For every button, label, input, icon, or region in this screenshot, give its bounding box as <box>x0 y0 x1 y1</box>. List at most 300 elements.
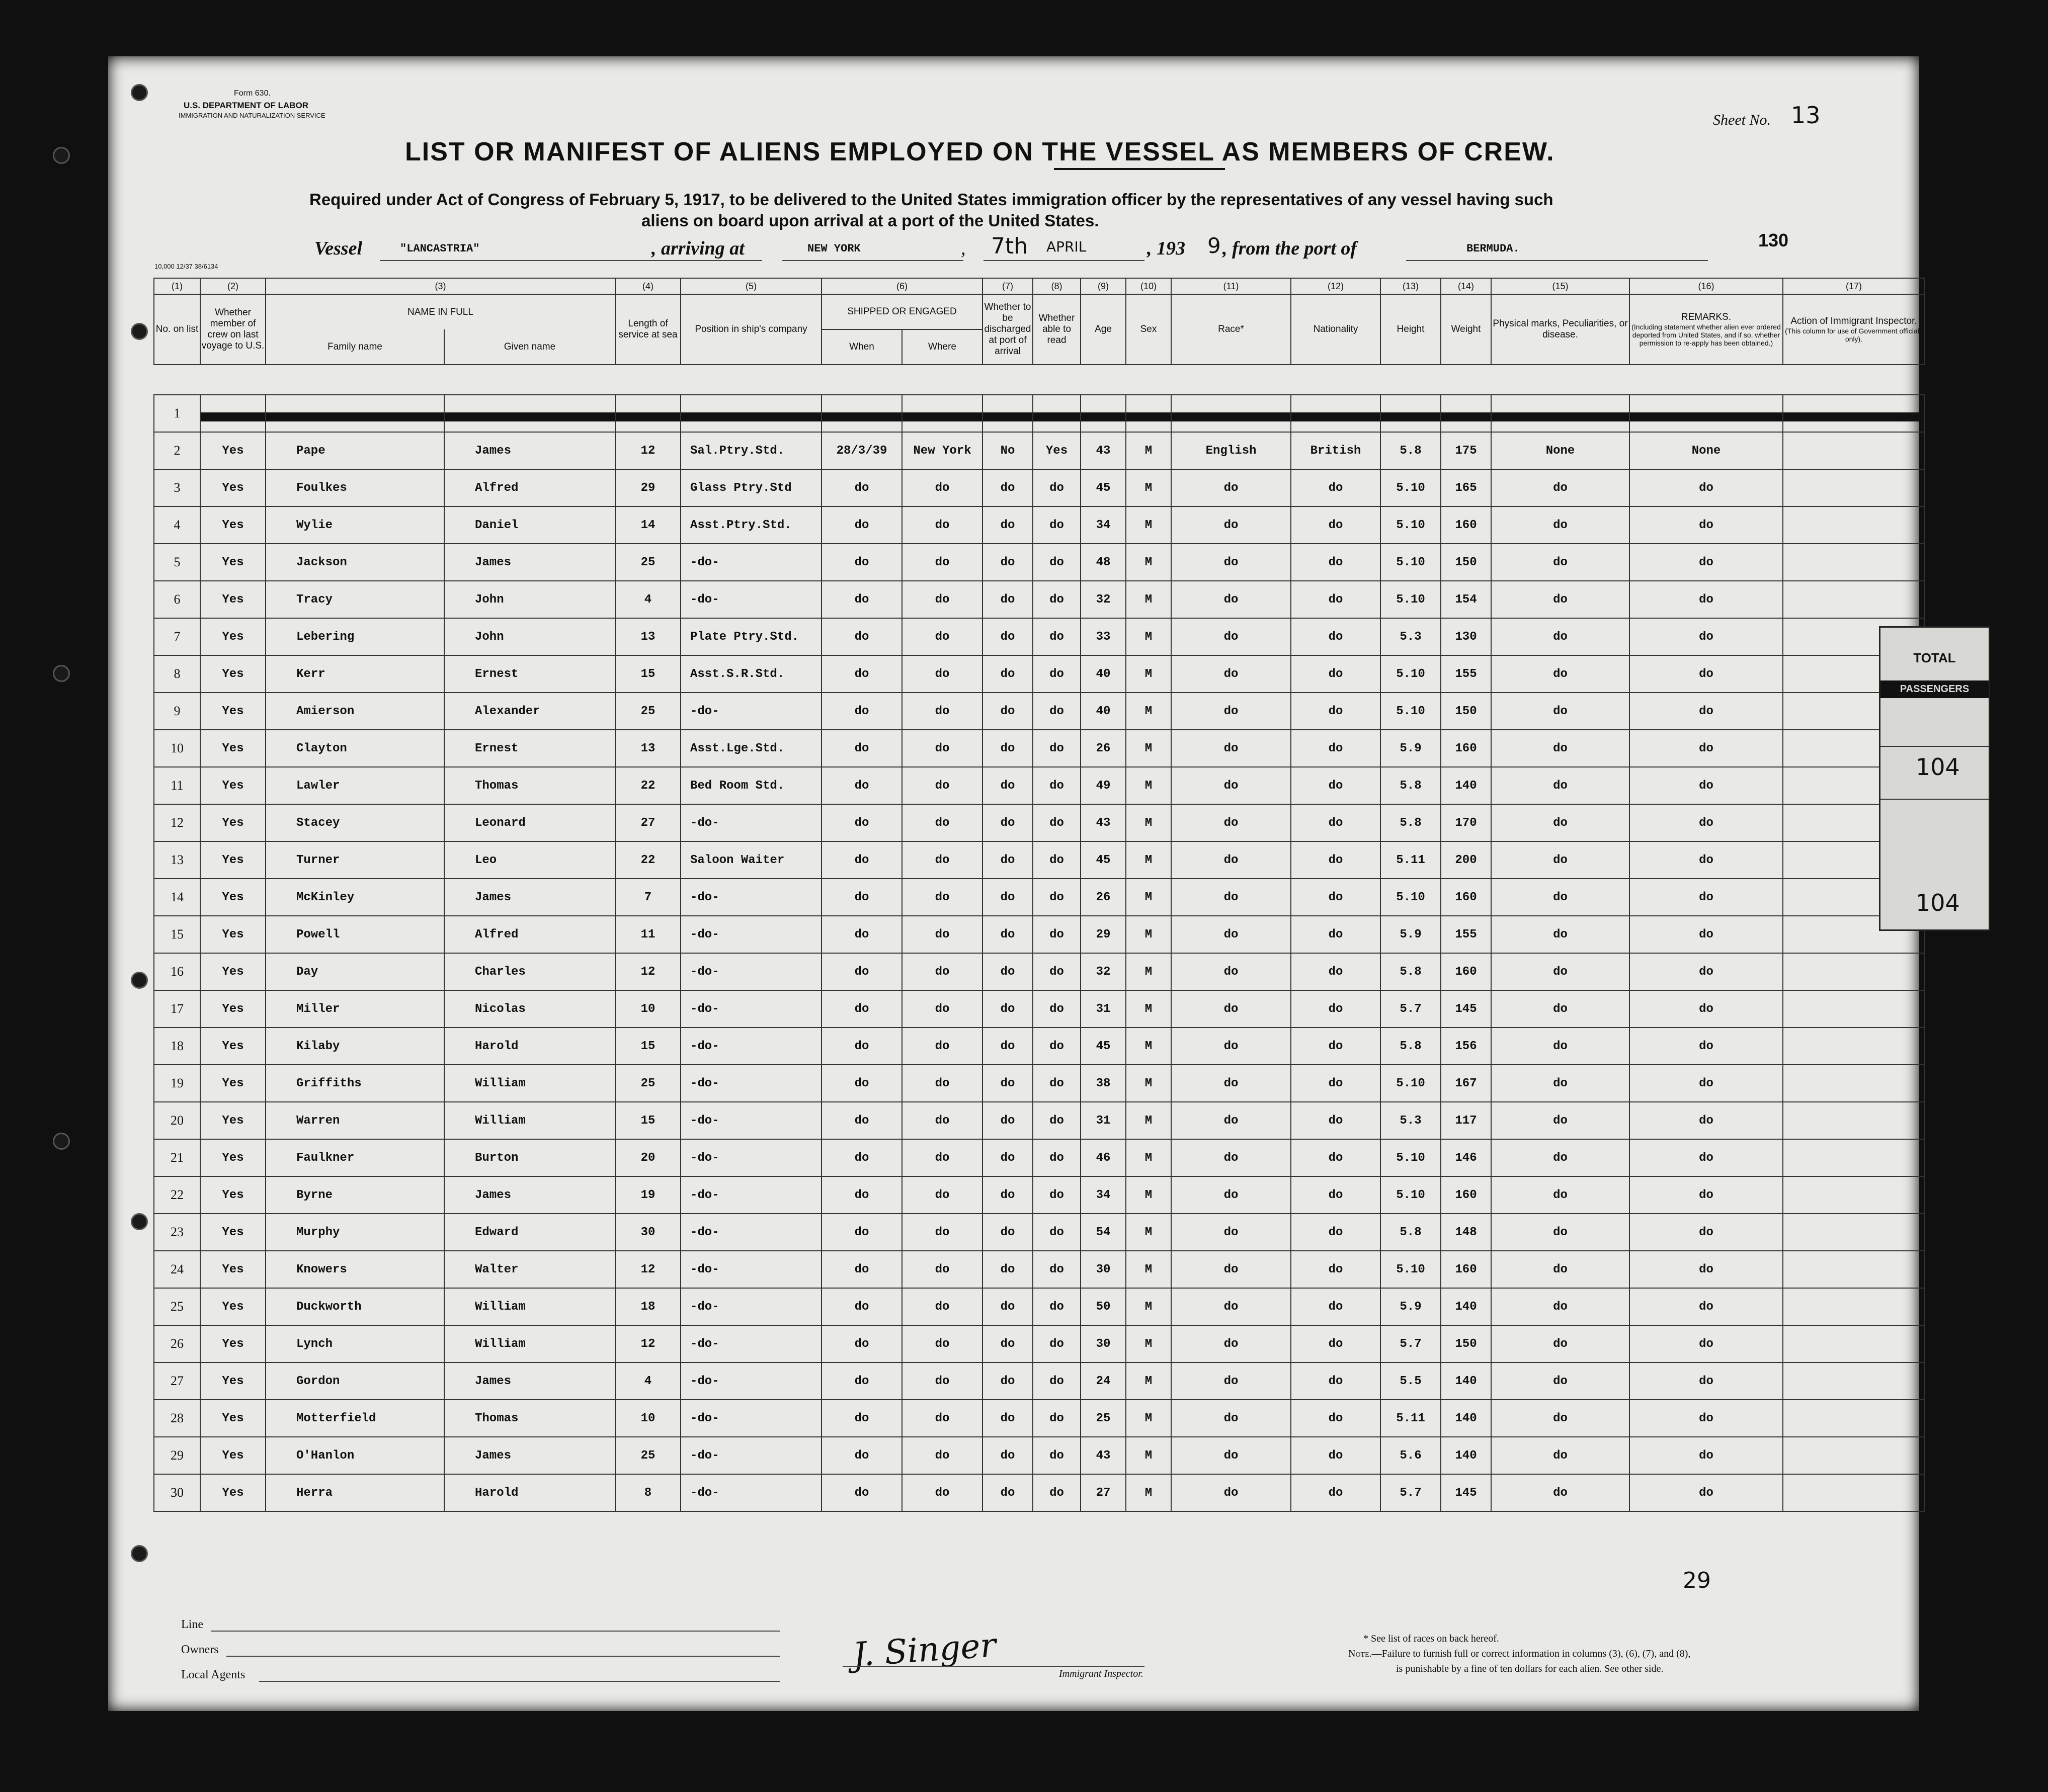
col-num: (5) <box>681 278 822 294</box>
row-number: 10 <box>154 730 200 767</box>
nationality-cell: do <box>1291 469 1380 506</box>
read-cell: do <box>1033 1102 1081 1139</box>
remarks-cell: do <box>1629 1139 1783 1176</box>
remarks-cell: do <box>1629 767 1783 804</box>
weight-cell: 155 <box>1441 916 1491 953</box>
read-cell: do <box>1033 1362 1081 1400</box>
strike-through-mark <box>266 412 444 421</box>
when-cell: do <box>822 767 902 804</box>
weight-cell: 155 <box>1441 655 1491 693</box>
height-cell: 5.6 <box>1380 1437 1441 1474</box>
position-cell: -do- <box>681 1028 822 1065</box>
row-number: 5 <box>154 544 200 581</box>
strike-through-mark <box>445 412 615 421</box>
read-cell: do <box>1033 506 1081 544</box>
family-name-cell: Lawler <box>266 767 444 804</box>
when-cell: do <box>822 953 902 990</box>
position-cell: -do- <box>681 1139 822 1176</box>
sex-cell: M <box>1126 841 1171 879</box>
service-cell: 27 <box>615 804 681 841</box>
physical-cell: do <box>1491 730 1629 767</box>
discharged-cell: do <box>982 730 1033 767</box>
when-cell: do <box>822 1437 902 1474</box>
when-cell: do <box>822 1362 902 1400</box>
family-name-cell: Foulkes <box>266 469 444 506</box>
remarks-cell: do <box>1629 469 1783 506</box>
family-name-cell: Miller <box>266 990 444 1028</box>
age-cell: 54 <box>1081 1214 1126 1251</box>
family-name-cell: Powell <box>266 916 444 953</box>
table-row <box>154 1362 1925 1400</box>
table-row <box>154 1251 1925 1288</box>
races-note: * See list of races on back hereof. <box>1363 1633 1499 1644</box>
when-cell: do <box>822 1474 902 1511</box>
when-cell: do <box>822 1325 902 1362</box>
row-number: 17 <box>154 990 200 1028</box>
sex-cell: M <box>1126 693 1171 730</box>
local-agents-label: Local Agents <box>181 1668 245 1681</box>
position-cell: -do- <box>681 1214 822 1251</box>
col-num: (14) <box>1441 278 1491 294</box>
when-cell: do <box>822 581 902 618</box>
tag-value-2: 104 <box>1916 889 1960 916</box>
col-num: (17) <box>1783 278 1925 294</box>
header-shipped-engaged: SHIPPED OR ENGAGED <box>822 294 982 329</box>
service-cell: 10 <box>615 990 681 1028</box>
age-cell: 31 <box>1081 1102 1126 1139</box>
service-cell: 22 <box>615 841 681 879</box>
nationality-cell: do <box>1291 1288 1380 1325</box>
punch-hole <box>131 1545 148 1562</box>
where-cell: do <box>902 544 982 581</box>
discharged-cell: do <box>982 1474 1033 1511</box>
table-header <box>154 278 1925 365</box>
discharged-cell: do <box>982 1139 1033 1176</box>
sex-cell: M <box>1126 1028 1171 1065</box>
row-number: 20 <box>154 1102 200 1139</box>
race-cell: do <box>1171 1437 1291 1474</box>
weight-cell: 130 <box>1441 618 1491 655</box>
member-cell: Yes <box>200 1251 266 1288</box>
race-cell: do <box>1171 1400 1291 1437</box>
age-cell: 27 <box>1081 1474 1126 1511</box>
service-cell: 25 <box>615 1065 681 1102</box>
read-cell: do <box>1033 469 1081 506</box>
sex-cell: M <box>1126 544 1171 581</box>
where-cell: do <box>902 1400 982 1437</box>
given-name-cell: James <box>444 1437 615 1474</box>
where-cell: New York <box>902 432 982 469</box>
service-cell: 11 <box>615 916 681 953</box>
remarks-cell: do <box>1629 1325 1783 1362</box>
when-cell: do <box>822 841 902 879</box>
race-cell: do <box>1171 1176 1291 1214</box>
read-cell: do <box>1033 1474 1081 1511</box>
physical-cell: do <box>1491 1139 1629 1176</box>
sex-cell: M <box>1126 916 1171 953</box>
where-cell: do <box>902 879 982 916</box>
age-cell: 32 <box>1081 581 1126 618</box>
where-cell: do <box>902 767 982 804</box>
physical-cell: do <box>1491 1176 1629 1214</box>
position-cell: -do- <box>681 804 822 841</box>
physical-cell: do <box>1491 1102 1629 1139</box>
position-cell: -do- <box>681 544 822 581</box>
given-name-cell: Edward <box>444 1214 615 1251</box>
when-cell: do <box>822 1288 902 1325</box>
nationality-cell: do <box>1291 730 1380 767</box>
weight-cell: 140 <box>1441 1288 1491 1325</box>
physical-cell: do <box>1491 1325 1629 1362</box>
service-cell: 7 <box>615 879 681 916</box>
strike-through-mark <box>1081 412 1125 421</box>
family-name-cell: Kilaby <box>266 1028 444 1065</box>
crew-manifest-table <box>153 278 1925 1552</box>
table-row <box>154 1325 1925 1362</box>
sex-cell: M <box>1126 581 1171 618</box>
read-cell: do <box>1033 879 1081 916</box>
note-line-1 <box>1348 1648 1690 1660</box>
height-cell: 5.3 <box>1380 1102 1441 1139</box>
nationality-cell: do <box>1291 1176 1380 1214</box>
action-cell <box>1783 1362 1925 1400</box>
header-remarks <box>1629 294 1783 365</box>
given-name-cell: James <box>444 1176 615 1214</box>
member-cell: Yes <box>200 1437 266 1474</box>
header-discharged: Whether to be discharged at port of arrival <box>982 294 1033 365</box>
physical-cell: do <box>1491 469 1629 506</box>
position-cell: -do- <box>681 1065 822 1102</box>
discharged-cell: do <box>982 1362 1033 1400</box>
remarks-cell: None <box>1629 432 1783 469</box>
where-cell: do <box>902 1437 982 1474</box>
position-cell: -do- <box>681 916 822 953</box>
age-cell: 45 <box>1081 1028 1126 1065</box>
sex-cell: M <box>1126 1325 1171 1362</box>
sex-cell: M <box>1126 1437 1171 1474</box>
physical-cell: do <box>1491 879 1629 916</box>
age-cell: 24 <box>1081 1362 1126 1400</box>
title-underline <box>1054 168 1225 170</box>
given-name-cell: James <box>444 1362 615 1400</box>
header-action <box>1783 294 1925 365</box>
service-cell: 25 <box>615 1437 681 1474</box>
race-cell: do <box>1171 1251 1291 1288</box>
read-cell: do <box>1033 841 1081 879</box>
row-number: 9 <box>154 693 200 730</box>
age-cell: 50 <box>1081 1288 1126 1325</box>
read-cell: do <box>1033 544 1081 581</box>
weight-cell: 140 <box>1441 1437 1491 1474</box>
sex-cell: M <box>1126 1065 1171 1102</box>
member-cell: Yes <box>200 432 266 469</box>
when-cell: do <box>822 916 902 953</box>
punch-hole <box>53 147 70 164</box>
age-cell: 48 <box>1081 544 1126 581</box>
when-cell: do <box>822 618 902 655</box>
header-position: Position in ship's company <box>681 294 822 365</box>
physical-cell: do <box>1491 1437 1629 1474</box>
remarks-cell: do <box>1629 618 1783 655</box>
family-name-cell: Kerr <box>266 655 444 693</box>
remarks-cell: do <box>1629 953 1783 990</box>
strike-through-mark <box>1492 412 1629 421</box>
race-cell: do <box>1171 1028 1291 1065</box>
action-cell <box>1783 432 1925 469</box>
height-cell: 5.9 <box>1380 730 1441 767</box>
race-cell: do <box>1171 1065 1291 1102</box>
member-cell: Yes <box>200 655 266 693</box>
table-row <box>154 1102 1925 1139</box>
where-cell: do <box>902 655 982 693</box>
sex-cell: M <box>1126 655 1171 693</box>
discharged-cell: do <box>982 1437 1033 1474</box>
page-title: LIST OR MANIFEST OF ALIENS EMPLOYED ON THE VESSEL AS MEMBERS OF CREW. <box>405 137 1555 166</box>
discharged-cell: do <box>982 1176 1033 1214</box>
table-row <box>154 432 1925 469</box>
inspector-signature: J. Singer <box>851 1626 998 1674</box>
where-cell: do <box>902 1474 982 1511</box>
family-name-cell: Motterfield <box>266 1400 444 1437</box>
service-cell: 20 <box>615 1139 681 1176</box>
punch-hole <box>53 665 70 682</box>
position-cell: Asst.Lge.Std. <box>681 730 822 767</box>
age-cell: 33 <box>1081 618 1126 655</box>
race-cell: do <box>1171 1102 1291 1139</box>
service-cell: 12 <box>615 953 681 990</box>
member-cell: Yes <box>200 693 266 730</box>
header-given-name: Given name <box>444 329 615 365</box>
action-note: (This column for use of Government officials only). <box>1785 327 1923 343</box>
height-cell: 5.8 <box>1380 767 1441 804</box>
remarks-cell: do <box>1629 1028 1783 1065</box>
header-nationality: Nationality <box>1291 294 1380 365</box>
read-cell: do <box>1033 1214 1081 1251</box>
remarks-cell: do <box>1629 655 1783 693</box>
col-num: (6) <box>822 278 982 294</box>
service-cell <box>615 395 681 432</box>
family-name-cell: O'Hanlon <box>266 1437 444 1474</box>
height-cell: 5.10 <box>1380 655 1441 693</box>
header-no-on-list: No. on list <box>154 294 200 365</box>
discharged-cell: do <box>982 804 1033 841</box>
weight-cell: 150 <box>1441 693 1491 730</box>
height-cell: 5.3 <box>1380 618 1441 655</box>
table-row <box>154 693 1925 730</box>
service-cell: 15 <box>615 1028 681 1065</box>
physical-cell: do <box>1491 1288 1629 1325</box>
col-num: (13) <box>1380 278 1441 294</box>
col-num: (7) <box>982 278 1033 294</box>
physical-cell: do <box>1491 1362 1629 1400</box>
family-name-cell: Turner <box>266 841 444 879</box>
nationality-cell: do <box>1291 1362 1380 1400</box>
discharged-cell: do <box>982 581 1033 618</box>
action-cell <box>1783 1251 1925 1288</box>
given-name-cell: Leo <box>444 841 615 879</box>
member-cell: Yes <box>200 916 266 953</box>
where-cell: do <box>902 804 982 841</box>
weight-cell: 150 <box>1441 1325 1491 1362</box>
family-name-cell: Pape <box>266 432 444 469</box>
service-cell: 4 <box>615 581 681 618</box>
row-number: 30 <box>154 1474 200 1511</box>
vessel-name: "LANCASTRIA" <box>400 242 480 255</box>
discharged-cell: do <box>982 1325 1033 1362</box>
position-cell: -do- <box>681 693 822 730</box>
discharged-cell: do <box>982 1102 1033 1139</box>
read-cell: do <box>1033 1288 1081 1325</box>
remarks-cell: do <box>1629 1251 1783 1288</box>
race-cell: English <box>1171 432 1291 469</box>
weight-cell: 160 <box>1441 506 1491 544</box>
age-cell: 30 <box>1081 1325 1126 1362</box>
col-num: (12) <box>1291 278 1380 294</box>
given-name-cell: Ernest <box>444 730 615 767</box>
service-cell: 12 <box>615 432 681 469</box>
position-cell: -do- <box>681 953 822 990</box>
weight-cell: 175 <box>1441 432 1491 469</box>
position-cell: -do- <box>681 1251 822 1288</box>
action-cell <box>1783 544 1925 581</box>
physical-cell: do <box>1491 618 1629 655</box>
service-cell: 29 <box>615 469 681 506</box>
table-row <box>154 1437 1925 1474</box>
remarks-cell: do <box>1629 544 1783 581</box>
service-cell: 12 <box>615 1325 681 1362</box>
sex-cell: M <box>1126 879 1171 916</box>
sex-cell: M <box>1126 469 1171 506</box>
physical-cell: do <box>1491 1028 1629 1065</box>
col-num: (8) <box>1033 278 1081 294</box>
total-passengers-tag <box>1879 626 1990 931</box>
where-cell: do <box>902 730 982 767</box>
action-cell <box>1783 1437 1925 1474</box>
manifest-sheet <box>108 56 1923 1711</box>
row-number: 23 <box>154 1214 200 1251</box>
action-cell <box>1783 1028 1925 1065</box>
height-cell: 5.8 <box>1380 804 1441 841</box>
action-cell <box>1783 990 1925 1028</box>
header-height: Height <box>1380 294 1441 365</box>
family-name-cell: Lynch <box>266 1325 444 1362</box>
table-row <box>154 655 1925 693</box>
member-cell: Yes <box>200 1176 266 1214</box>
height-cell: 5.7 <box>1380 1474 1441 1511</box>
service-cell: 4 <box>615 1362 681 1400</box>
where-cell: do <box>902 1362 982 1400</box>
service-cell: 25 <box>615 693 681 730</box>
age-cell: 34 <box>1081 1176 1126 1214</box>
row-number: 4 <box>154 506 200 544</box>
vessel-label: Vessel <box>314 238 362 259</box>
weight-cell: 160 <box>1441 730 1491 767</box>
action-cell <box>1783 395 1925 432</box>
row-number: 14 <box>154 879 200 916</box>
read-cell: do <box>1033 693 1081 730</box>
race-cell: do <box>1171 879 1291 916</box>
margin-number: 130 <box>1758 230 1789 250</box>
family-name-cell: Faulkner <box>266 1139 444 1176</box>
race-cell: do <box>1171 804 1291 841</box>
when-cell: do <box>822 1028 902 1065</box>
remarks-note: (Including statement whether alien ever ordered deported from United States, and if so, whether permission to re-apply has been obtained.) <box>1631 323 1781 347</box>
family-name-cell: Jackson <box>266 544 444 581</box>
member-cell: Yes <box>200 1400 266 1437</box>
nationality-cell <box>1291 395 1380 432</box>
sex-cell: M <box>1126 1176 1171 1214</box>
header-where: Where <box>902 329 982 365</box>
weight-cell: 167 <box>1441 1065 1491 1102</box>
age-cell: 31 <box>1081 990 1126 1028</box>
position-cell: Bed Room Std. <box>681 767 822 804</box>
where-cell: do <box>902 1214 982 1251</box>
when-cell: do <box>822 655 902 693</box>
given-name-cell: William <box>444 1102 615 1139</box>
row-number: 27 <box>154 1362 200 1400</box>
strike-through-mark <box>201 412 265 421</box>
when-cell: do <box>822 1176 902 1214</box>
position-cell: -do- <box>681 1362 822 1400</box>
sex-cell: M <box>1126 1214 1171 1251</box>
read-cell: do <box>1033 767 1081 804</box>
sheet-label: Sheet No. <box>1713 112 1771 128</box>
weight-cell: 150 <box>1441 544 1491 581</box>
member-cell: Yes <box>200 1139 266 1176</box>
physical-cell: None <box>1491 432 1629 469</box>
where-cell: do <box>902 1176 982 1214</box>
row-number: 13 <box>154 841 200 879</box>
line-label: Line <box>181 1618 203 1631</box>
when-cell: do <box>822 1102 902 1139</box>
given-name-cell <box>444 395 615 432</box>
race-cell: do <box>1171 730 1291 767</box>
table-row <box>154 841 1925 879</box>
race-cell: do <box>1171 693 1291 730</box>
action-cell <box>1783 953 1925 990</box>
physical-cell: do <box>1491 1065 1629 1102</box>
header-family-name: Family name <box>266 329 444 365</box>
sex-cell: M <box>1126 953 1171 990</box>
service-cell: 25 <box>615 544 681 581</box>
age-cell: 30 <box>1081 1251 1126 1288</box>
race-cell: do <box>1171 916 1291 953</box>
row-number: 12 <box>154 804 200 841</box>
table-row <box>154 916 1925 953</box>
action-cell <box>1783 1474 1925 1511</box>
race-cell: do <box>1171 767 1291 804</box>
weight-cell: 140 <box>1441 1400 1491 1437</box>
col-num: (15) <box>1491 278 1629 294</box>
header-member-last-voyage: Whether member of crew on last voyage to U.S. <box>200 294 266 365</box>
family-name-cell: Gordon <box>266 1362 444 1400</box>
read-cell: do <box>1033 1400 1081 1437</box>
read-cell <box>1033 395 1081 432</box>
strike-through-mark <box>822 412 902 421</box>
weight-cell: 154 <box>1441 581 1491 618</box>
given-name-cell: Ernest <box>444 655 615 693</box>
read-cell: do <box>1033 953 1081 990</box>
service-cell: 15 <box>615 655 681 693</box>
height-cell: 5.11 <box>1380 841 1441 879</box>
race-cell: do <box>1171 1325 1291 1362</box>
physical-cell: do <box>1491 693 1629 730</box>
table-row <box>154 1028 1925 1065</box>
age-cell: 38 <box>1081 1065 1126 1102</box>
remarks-cell: do <box>1629 916 1783 953</box>
service-cell: 12 <box>615 1251 681 1288</box>
row-number: 28 <box>154 1400 200 1437</box>
